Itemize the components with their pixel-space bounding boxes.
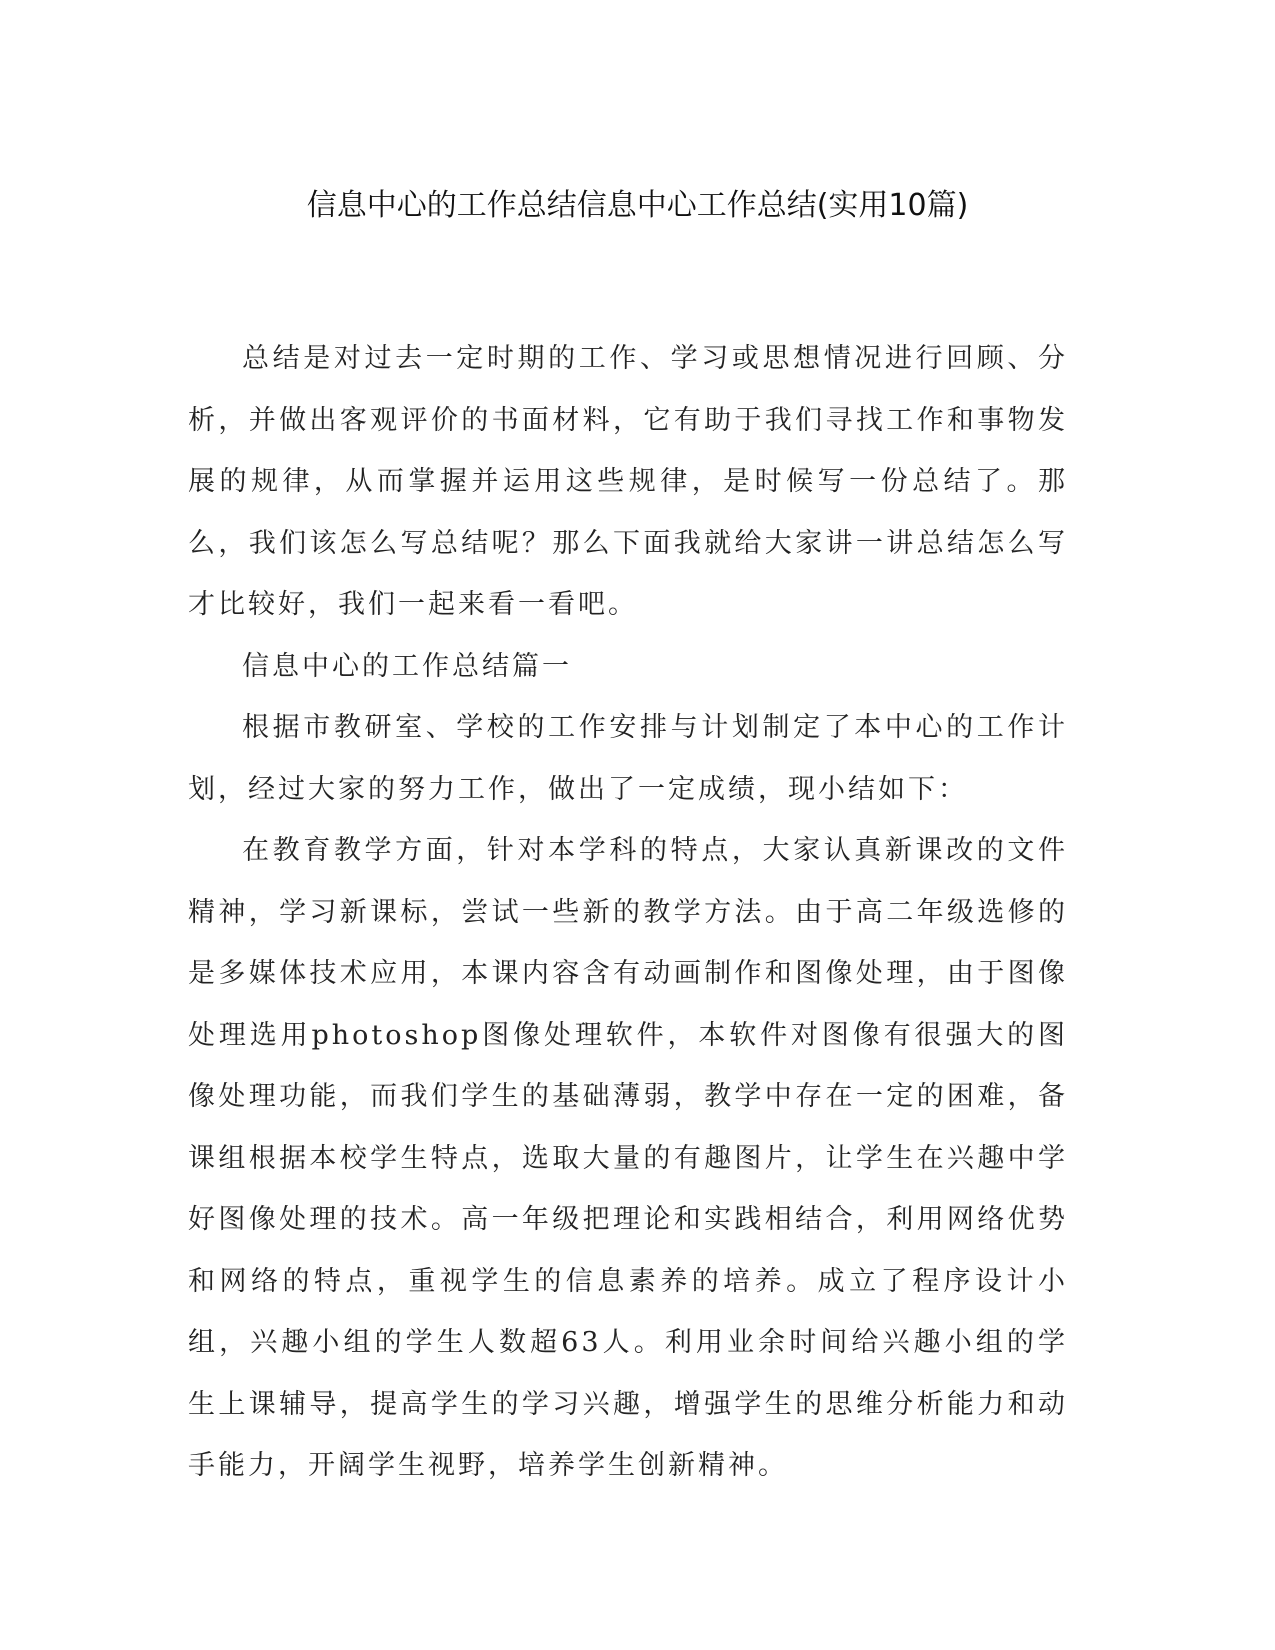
document-body	[188, 328, 1068, 1497]
body-paragraph: 根据市教研室、学校的工作安排与计划制定了本中心的工作计划，经过大家的努力工作，做出了一定成绩，现小结如下：	[188, 712, 1068, 805]
section-heading: 信息中心的工作总结篇一	[242, 650, 572, 682]
document-title: 信息中心的工作总结信息中心工作总结(实用10篇)	[306, 188, 969, 223]
body-paragraph: 在教育教学方面，针对本学科的特点，大家认真新课改的文件精神，学习新课标，尝试一些新的教学方法。由于高二年级选修的是多媒体技术应用，本课内容含有动画制作和图像处理，由于图像处理选用photoshop图像处理软件，本软件对图像有很强大的图像处理功能，而我们学生的基础薄弱，教学中存在一定的困难，备课组根据本校学生特点，选取大量的有趣图片，让学生在兴趣中学好图像处理的技术。高一年级把理论和实践相结合，利用网络优势和网络的特点，重视学生的信息素养的培养。成立了程序设计小组，兴趣小组的学生人数超63人。利用业余时间给兴趣小组的学生上课辅导，提高学生的学习兴趣，增强学生的思维分析能力和动手能力，开阔学生视野，培养学生创新精神。	[188, 835, 1068, 1481]
intro-paragraph: 总结是对过去一定时期的工作、学习或思想情况进行回顾、分析，并做出客观评价的书面材料，它有助于我们寻找工作和事物发展的规律，从而掌握并运用这些规律，是时候写一份总结了。那么，我们该怎么写总结呢？那么下面我就给大家讲一讲总结怎么写才比较好，我们一起来看一看吧。	[188, 343, 1068, 620]
